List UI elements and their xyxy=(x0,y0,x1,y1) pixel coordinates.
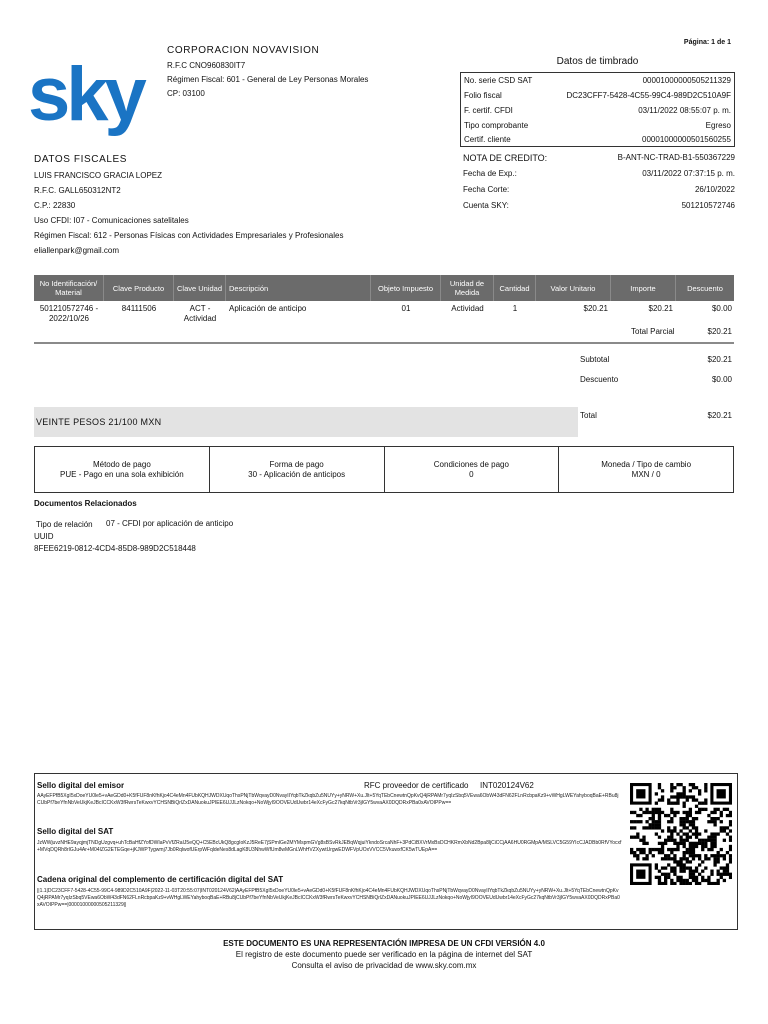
payment-cell xyxy=(559,447,733,492)
sat-seal-title: Sello digital del SAT xyxy=(37,827,114,836)
fecha-exp-label: Fecha de Exp.: xyxy=(463,169,517,178)
footer xyxy=(0,938,768,971)
emitter-regimen: Régimen Fiscal: 601 - General de Ley Personas Morales xyxy=(167,75,369,84)
relation-type-label: Tipo de relación xyxy=(36,520,93,529)
timbrado-label: No. serie CSD SAT xyxy=(464,76,533,85)
nota-row xyxy=(463,198,735,214)
timbrado-value: Egreso xyxy=(705,121,731,130)
nota-row xyxy=(463,166,735,182)
col-header: Clave Unidad xyxy=(174,275,226,301)
subtotal-value: $20.21 xyxy=(707,355,732,364)
nota-label: NOTA DE CREDITO: xyxy=(463,153,548,163)
logo-text: sky xyxy=(28,58,143,137)
cell-unidad: Actividad xyxy=(451,304,484,313)
payment-label: Condiciones de pago xyxy=(433,459,509,469)
relation-type-value: 07 - CFDI por aplicación de anticipo xyxy=(106,519,234,528)
total-label: Total xyxy=(580,411,597,420)
client-uso-cfdi: Uso CFDI: I07 - Comunicaciones satelitales xyxy=(34,216,189,225)
emisor-seal-title: Sello digital del emisor xyxy=(37,781,125,790)
emitter-cp: CP: 03100 xyxy=(167,89,205,98)
fiscal-title: DATOS FISCALES xyxy=(34,154,128,165)
timbrado-label: Tipo comprobante xyxy=(464,121,529,130)
fecha-corte-label: Fecha Corte: xyxy=(463,185,510,194)
timbrado-row xyxy=(464,88,731,103)
col-header: Cantidad xyxy=(494,275,536,301)
emitter-block xyxy=(167,45,368,101)
payment-label: Forma de pago xyxy=(269,459,324,469)
col-header: No Identificación/ Material xyxy=(34,275,104,301)
payment-info-box xyxy=(34,446,734,493)
payment-cell xyxy=(35,447,210,492)
cell-descuento: $0.00 xyxy=(711,304,732,313)
payment-value: MXN / 0 xyxy=(631,469,661,479)
timbrado-value: 00001000000505211329 xyxy=(642,76,731,85)
payment-value: 0 xyxy=(469,469,474,479)
col-header: Clave Producto xyxy=(104,275,174,301)
client-rfc: R.F.C. GALL650312NT2 xyxy=(34,186,121,195)
emitter-name: CORPORACION NOVAVISION xyxy=(167,45,320,56)
timbrado-row xyxy=(464,73,731,88)
cadena-text: ||1.1|DC23CFF7-5428-4C55-99C4-989D2C510A9F|2022-11-03T20:55:07|INT020124V62|AAyEFPfB5XgI5xDoeYU0le5+vAeGDd0+K5fFUF8nKfhKjo4C4eMn4FUbKQHJWDXUqoThsPNjTbWqvayD0NvayIIYqbTkZkqbZu5NUYy+yNRW+Xu.Jlt+5YqTEbCnewtnQpKvQ4jRPAMr7yqIzSbq5VEwa6ObW43dFN62FLnRcbpaKz9+vWHgLWEYahyboqBaE+RBu8jCUbPf7beYfnNbVeUkjKeJBcICCKxW3fRwrsTeKwxvYCHSNBiQrlZxDANuokuJPIEE6UJJLzNokqo+NoWjyI9OOVEUdUwbr14eXcFyGc27kqNtbVr3jIGY5wvaAX0DQDRxPBa0xAVOIPPw==|00001000000505211329|| xyxy=(37,888,620,908)
total-parcial-value: $20.21 xyxy=(707,327,732,336)
cadena-title: Cadena original del complemento de certificación digital del SAT xyxy=(37,875,284,884)
timbrado-row xyxy=(464,132,731,147)
cell-importe: $20.21 xyxy=(648,304,673,313)
payment-value: 30 - Aplicación de anticipos xyxy=(248,469,346,479)
fecha-corte-value: 26/10/2022 xyxy=(694,185,735,194)
cell-id: 501210572746 - 2022/10/26 xyxy=(39,304,99,323)
timbrado-value: 03/11/2022 08:55:07 p. m. xyxy=(638,106,731,115)
col-header: Objeto Impuesto xyxy=(371,275,441,301)
cell-objeto: 01 xyxy=(401,304,411,313)
client-name: LUIS FRANCISCO GRACIA LOPEZ xyxy=(34,171,163,180)
descuento-value: $0.00 xyxy=(711,375,732,384)
timbrado-title: Datos de timbrado xyxy=(556,56,639,67)
nota-row xyxy=(463,150,735,166)
items-table-header xyxy=(34,275,734,301)
descuento-label: Descuento xyxy=(580,375,619,384)
nota-value: B-ANT-NC-TRAD-B1-550367229 xyxy=(617,153,735,162)
table-rule xyxy=(34,342,734,344)
datos-fiscales-block xyxy=(34,154,343,258)
cuenta-value: 501210572746 xyxy=(681,201,735,210)
payment-cell xyxy=(210,447,385,492)
col-header: Descripción xyxy=(226,275,371,301)
emitter-rfc: R.F.C CNO960830IT7 xyxy=(167,61,246,70)
fecha-exp-value: 03/11/2022 07:37:15 p. m. xyxy=(642,169,735,178)
uuid-label: UUID xyxy=(34,532,54,541)
rfc-provider-value: INT020124V62 xyxy=(480,781,534,790)
table-row xyxy=(34,304,734,328)
uuid-value: 8FEE6219-0812-4CD4-85D8-989D2C518448 xyxy=(34,544,196,553)
timbrado-value: 00001000000501560255 xyxy=(642,135,731,144)
timbrado-label: Folio fiscal xyxy=(464,91,502,100)
related-docs-title: Documentos Relacionados xyxy=(34,499,137,508)
cell-descripcion: Aplicación de anticipo xyxy=(229,304,307,313)
total-parcial-label: Total Parcial xyxy=(631,327,675,336)
cell-valor: $20.21 xyxy=(583,304,608,313)
footer-line-1: ESTE DOCUMENTO ES UNA REPRESENTACIÓN IMPRESA DE UN CFDI VERSIÓN 4.0 xyxy=(223,939,545,948)
nota-row xyxy=(463,182,735,198)
cell-cantidad: 1 xyxy=(512,304,518,313)
total-row xyxy=(580,411,732,420)
client-email: eliallenpark@gmail.com xyxy=(34,246,120,255)
descuento-row xyxy=(580,375,732,384)
footer-line-2: El registro de este documento puede ser verificado en la página de internet del SAT xyxy=(235,950,533,959)
timbrado-box xyxy=(460,72,735,147)
timbrado-row xyxy=(464,118,731,133)
subtotal-row xyxy=(580,355,732,364)
sky-logo xyxy=(28,58,150,138)
rfc-provider-label: RFC proveedor de certificado xyxy=(364,781,469,790)
timbrado-label: Certif. cliente xyxy=(464,135,511,144)
timbrado-value: DC23CFF7-5428-4C55-99C4-989D2C510A9F xyxy=(566,91,731,100)
sat-seal-text: JzWWjuvzNHE9ayqjmjTNDgUzgvq+uhTcBaHfZYofDWIaPvVfZRaIJ5eQQ+C5EBcUkQ8gcgIoKzJ5ReE7jSPmlGe2MYMspmGVg8sBSvRkJEBqWqjuiYkndoSrcaNhF+3PdCiBXVrMxBsDCHKRmXbNd2Bpa8ljCiCCjAA6HU0RGMpA/MSLVC5G59YIcCJADBb0RfVYocxf+MVqDQRh8rIGJu4Ar+M04IZG2ETEGqe+jKJWPTygwmj7Jb0RqlwofUErpWFqldeNes8dLagK8U3NhwWfUm8wMGnLWhHVZXywtUrgwEDWFVpUOxVVCC5VkuwxfCK5wTUEpA== xyxy=(37,840,622,853)
timbrado-row xyxy=(464,103,731,118)
amount-in-words: VEINTE PESOS 21/100 MXN xyxy=(34,407,578,437)
page-number: Página: 1 de 1 xyxy=(683,39,731,46)
qr-code xyxy=(630,783,732,885)
footer-line-3: Consulta el aviso de privacidad de www.sky.com.mx xyxy=(291,961,477,970)
col-header: Unidad de Medida xyxy=(441,275,494,301)
payment-label: Método de pago xyxy=(92,459,151,469)
col-header: Importe xyxy=(611,275,676,301)
client-cp: C.P.: 22830 xyxy=(34,201,76,210)
cell-clave-unidad: ACT - Actividad xyxy=(183,304,217,323)
cell-clave-producto: 84111506 xyxy=(121,304,157,313)
subtotal-label: Subtotal xyxy=(580,355,610,364)
col-header: Valor Unitario xyxy=(536,275,611,301)
cuenta-label: Cuenta SKY: xyxy=(463,201,509,210)
client-regimen: Régimen Fiscal: 612 - Personas Físicas con Actividades Empresariales y Profesionales xyxy=(34,231,344,240)
col-header: Descuento xyxy=(687,283,723,293)
payment-cell xyxy=(385,447,560,492)
emisor-seal-text: AAyEFPfB5XgI5xDoeYU0le5+vAeGDd0+K5fFUF8nKfhKjo4C4eMn4FUbKQHJWDXUqoThsPNjTbWqvayD0NvayIIYqbTkZkqbZu5NUYy+yNRW+Xu.Jlt+5YqTEbCnewtnQpKvQ4jRPAMr7yqIzSbq5VEwa6ObW43dFN62FLnRcbpaKz9+vWHgLWEYahyboqBaE+RBu8jCUbPf7beYfnNbVeUkjKeJBcICCKxW3fRwrsTeKwxvYCHSNBiQrlZxDANuokuJPIEE6UJJLzNokqo+NoWjyI9OOVEUdUwbr14eXcFyGc27kqNtbVr3jIGY5wvaAX0DQDRxPBa0xAVOIPPw== xyxy=(37,793,619,806)
timbrado-label: F. certif. CFDI xyxy=(464,106,513,115)
payment-value: PUE - Pago en una sola exhibición xyxy=(60,469,184,479)
payment-label: Moneda / Tipo de cambio xyxy=(601,459,692,469)
nota-credito-block xyxy=(463,150,735,214)
total-value: $20.21 xyxy=(707,411,732,420)
